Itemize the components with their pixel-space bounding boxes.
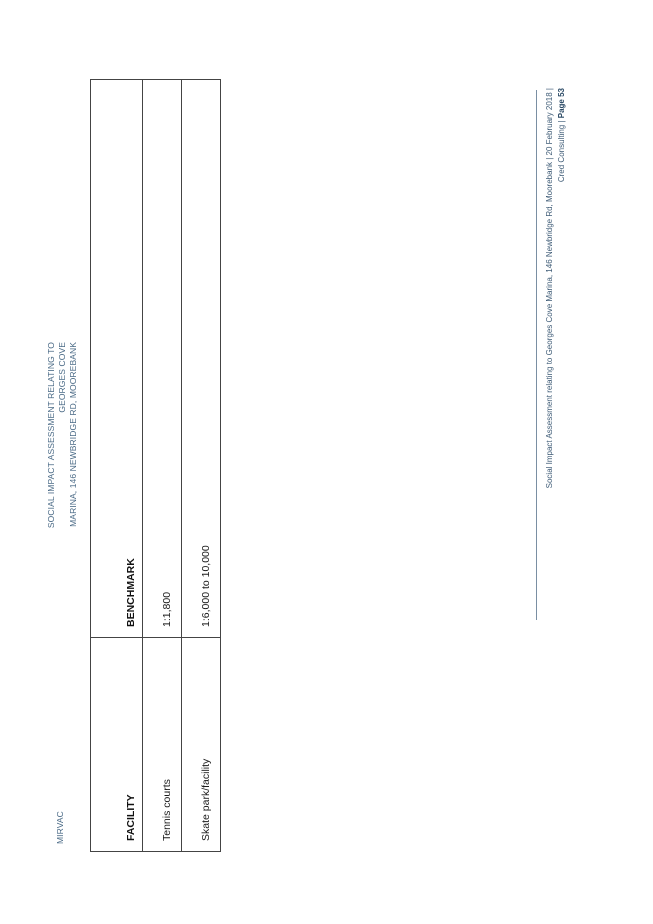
header-title-line-1: SOCIAL IMPACT ASSESSMENT RELATING TO GEORGES COVE bbox=[46, 342, 67, 529]
page-number: Page 53 bbox=[557, 88, 566, 119]
page-footer bbox=[544, 88, 568, 620]
table-cell-benchmark: 1:1,800 bbox=[143, 80, 182, 638]
table-header-row bbox=[91, 80, 143, 852]
footer-company: Cred Consulting | bbox=[557, 118, 566, 183]
table-cell-facility: Skate park/facility bbox=[182, 638, 221, 852]
footer-divider bbox=[536, 90, 537, 620]
header-document-title bbox=[46, 342, 79, 552]
benchmark-table bbox=[90, 79, 221, 852]
header-title-line-2: MARINA, 146 NEWBRIDGE RD, MOOREBANK bbox=[68, 342, 78, 527]
table-cell-facility: Tennis courts bbox=[143, 638, 182, 852]
header-organization: MIRVAC bbox=[55, 811, 65, 844]
column-header-facility: FACILITY bbox=[91, 638, 143, 852]
column-header-benchmark: BENCHMARK bbox=[91, 80, 143, 638]
table-row bbox=[182, 80, 221, 852]
table-row bbox=[143, 80, 182, 852]
footer-credit bbox=[556, 88, 568, 620]
footer-citation: Social Impact Assessment relating to Georges Cove Marina, 146 Newbridge Rd, Moorebank | 20 February 2018 | bbox=[545, 88, 554, 489]
table-cell-benchmark: 1:6,000 to 10,000 bbox=[182, 80, 221, 638]
